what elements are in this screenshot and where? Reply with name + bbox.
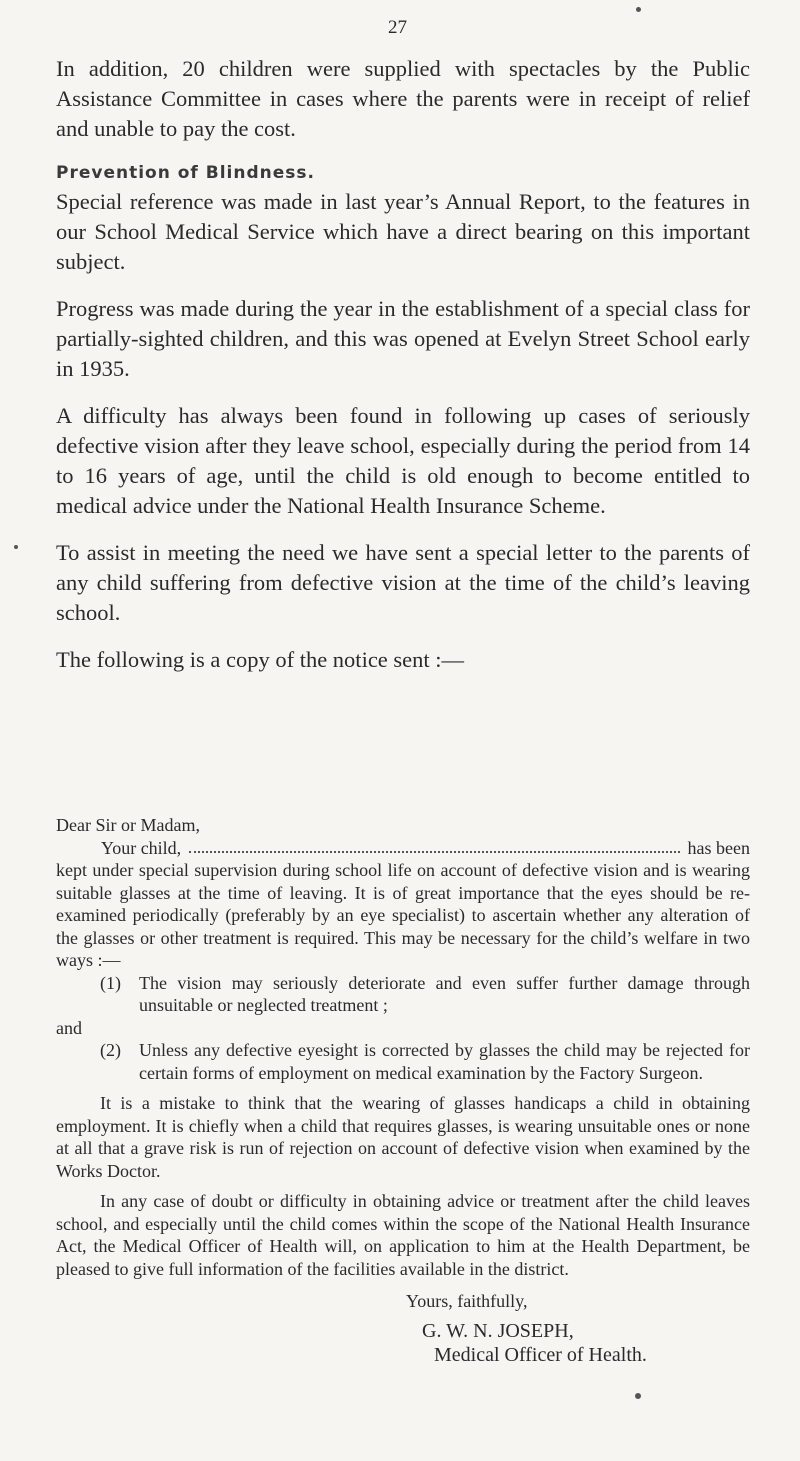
page-number: 27 [388,17,407,38]
list-item-number: (1) [100,972,121,993]
list-item-number: (2) [100,1040,121,1060]
letter-signoff: Yours, faithfully, [406,1291,528,1311]
list-item-text: Unless any defective eyesight is corrected by glasses the child may be rejected for certain forms of employment on medical examination by the Factory Surgeon. [139,1040,750,1083]
paragraph-spectacles: In addition, 20 children were supplied with spectacles by the Public Assistance Committee in cases where the parents were in receipt of relief and unable to pay the cost. [56,56,750,141]
letter-body-doubt: In any case of doubt or difficulty in obtaining advice or treatment after the child leaves school, and especially until the child comes within the scope of the National Health Insurance Act, the Medical Officer of Health will, on application to him at the Health Department, be pleased to give full information of the facilities available in the district. [56,1191,750,1279]
signatory-name: G. W. N. JOSEPH, [422,1319,574,1342]
letter-salutation: Dear Sir or Madam, [56,815,200,835]
paragraph-special-reference: Special reference was made in last year’s Annual Report, to the features in our School Medical Service which have a direct bearing on this important subject. [56,189,750,274]
report-body [56,54,750,692]
letter-conjunction: and [56,1017,82,1038]
signatory-title: Medical Officer of Health. [434,1343,647,1366]
section-heading: Prevention of Blindness. [56,163,315,183]
print-speck-mark [636,7,641,12]
notice-letter [56,814,750,1367]
letter-body-mistake: It is a mistake to think that the wearing of glasses handicaps a child in obtaining employment. It is chiefly when a child that requires glasses, is wearing unsuitable ones or none at all that a grave risk is run of rejection on account of defective vision when examined by the Works Doctor. [56,1093,750,1181]
child-name-blank [189,837,679,854]
letter-child-line-end: has been [687,837,750,858]
print-speck-mark [14,545,18,549]
paragraph-special-class: Progress was made during the year in the establishment of a special class for partially-sighted children, and this was opened at Evelyn Street School early in 1935. [56,296,750,381]
list-item-text: The vision may seriously deteriorate and even suffer further damage through unsuitable or neglected treatment ; [139,972,750,1015]
letter-body-supervision: kept under special supervision during school life on account of defective vision and is wearing suitable glasses at the time of leaving. It is of great importance that the eyes should be re-examined periodically (preferably by an eye specialist) to ascertain whether any alteration of the glasses or other treatment is required. This may be necessary for the child’s welfare in two ways :— [56,860,750,970]
print-speck-mark [635,1393,641,1399]
paragraph-special-letter: To assist in meeting the need we have sent a special letter to the parents of any child suffering from defective vision at the time of the child’s leaving school. [56,540,750,625]
letter-list-item [100,1039,750,1084]
paragraph-difficulty: A difficulty has always been found in following up cases of seriously defective vision after they leave school, especially during the period from 14 to 16 years of age, until the child is old enough to become entitled to medical advice under the National Health Insurance Scheme. [56,403,750,518]
letter-child-label: Your child, [101,837,182,858]
letter-child-line [56,837,750,860]
letter-list-item [100,972,750,1017]
paragraph-notice-intro: The following is a copy of the notice sent :— [56,647,465,672]
